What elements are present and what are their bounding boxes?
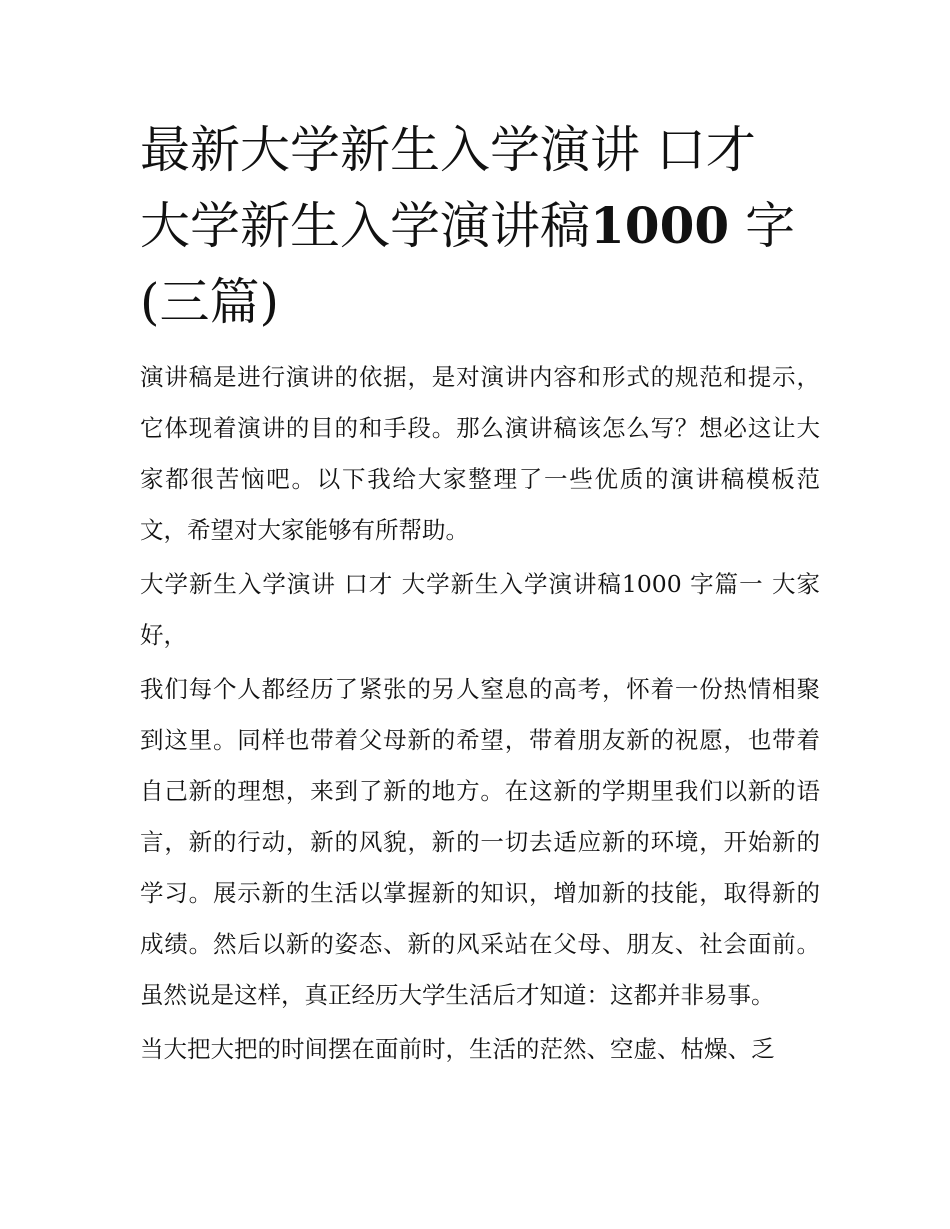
paragraph-body-2: 当大把大把的时间摆在面前时，生活的茫然、空虚、枯燥、乏 — [140, 1035, 775, 1063]
title-line-1: 最新大学新生入学演讲 口才 — [140, 121, 756, 179]
title-line-2-suffix: 字 — [729, 197, 796, 255]
paragraph-intro: 演讲稿是进行演讲的依据，是对演讲内容和形式的规范和提示，它体现着演讲的目的和手段。那么演讲稿该怎么写？想必这让大家都很苦恼吧。以下我给大家整理了一些优质的演讲稿模板范文，希望对大家能够有所帮助。 — [140, 363, 820, 544]
document-body — [140, 352, 820, 1075]
paragraph-body-1: 我们每个人都经历了紧张的另人窒息的高考，怀着一份热情相聚到这里。同样也带着父母新的希望，带着朋友新的祝愿，也带着自己新的理想，来到了新的地方。在这新的学期里我们以新的语言，新的行动，新的风貌，新的一切去适应新的环境，开始新的学习。展示新的生活以掌握新的知识，增加新的技能，取得新的成绩。然后以新的姿态、新的风采站在父母、朋友、社会面前。虽然说是这样，真正经历大学生活后才知道：这都并非易事。 — [140, 675, 820, 1009]
title-line-2-number: 1000 — [590, 196, 730, 255]
title-line-3: (三篇) — [140, 273, 280, 331]
document-title — [140, 112, 820, 340]
paragraph-section-heading: 大学新生入学演讲 口才 大学新生入学演讲稿1000 字篇一 大家好， — [140, 570, 820, 649]
title-line-2-text: 大学新生入学演讲稿 — [140, 197, 590, 255]
